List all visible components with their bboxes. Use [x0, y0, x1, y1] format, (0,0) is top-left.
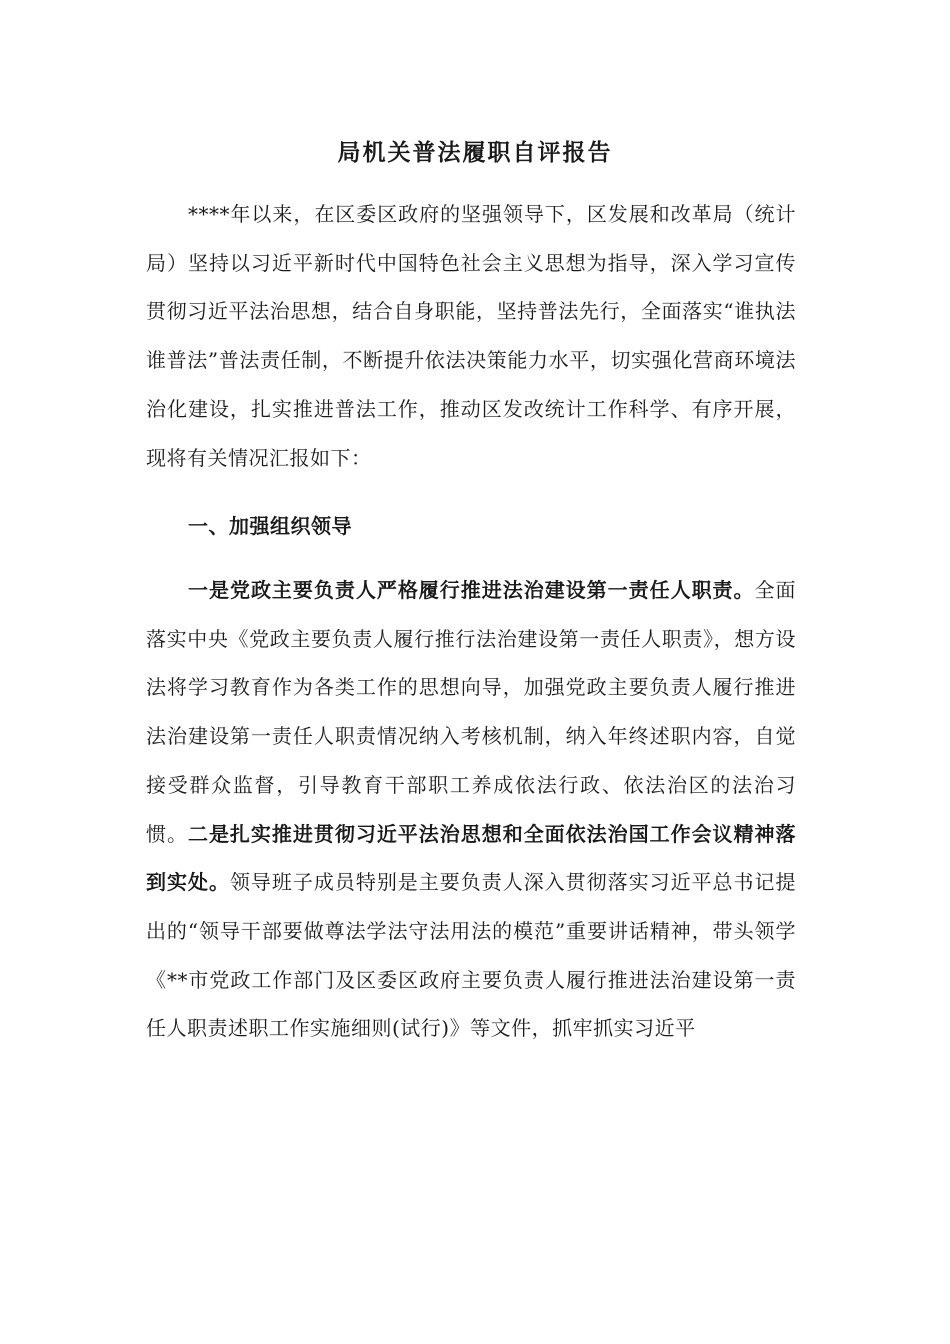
section-paragraph: [146, 566, 796, 1053]
intro-paragraph: ****年以来，在区委区政府的坚强领导下，区发展和改革局（统计局）坚持以习近平新时代中国特色社会主义思想为指导，深入学习宣传贯彻习近平法治思想，结合自身职能，坚持普法先行，全面落实“谁执法谁普法”普法责任制，不断提升依法决策能力水平，切实强化营商环境法治化建设，扎实推进普法工作，推动区发改统计工作科学、有序开展，现将有关情况汇报如下：: [146, 202, 796, 470]
point-1-title: 一是党政主要负责人严格履行推进法治建设第一责任人职责。: [188, 578, 755, 602]
point-1-body: 全面落实中央《党政主要负责人履行推行法治建设第一责任人职责》，想方设法将学习教育作为各类工作的思想向导，加强党政主要负责人履行推进法治建设第一责任人职责情况纳入考核机制，纳入年终述职内容，自觉接受群众监督，引导教育干部职工养成依法行政、依法治区的法治习惯。: [146, 578, 797, 846]
section-heading: 一、加强组织领导: [188, 514, 352, 538]
point-2-title: 二是扎实推进贯彻习近平法治思想和全面依法治国工作会议精神落到实处。: [146, 821, 797, 895]
point-2-body: 领导班子成员特别是主要负责人深入贯彻落实习近平总书记提出的“领导干部要做尊法学法守法用法的模范”重要讲话精神，带头领学《**市党政工作部门及区委区政府主要负责人履行推进法治建设第一责任人职责述职工作实施细则(试行)》等文件，抓牢抓实习近平: [146, 870, 797, 1041]
document-title: 局机关普法履职自评报告: [337, 139, 613, 166]
